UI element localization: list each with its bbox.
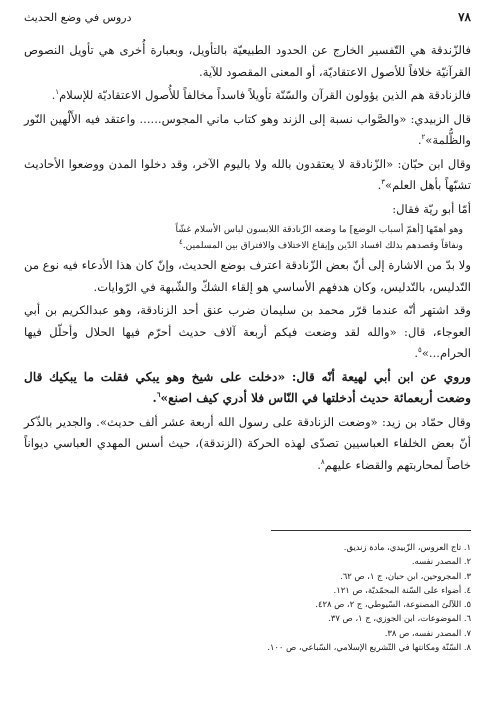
footnotes <box>144 540 471 654</box>
page-number: ٧٨ <box>458 10 471 24</box>
paragraph: قال الزبيدي: «والصَّواب نسبة إلى الزند وهو كتاب ماني المجوس...... واعتقد فيه الأَلْهين النّور والظُّلمة»$^٢$. <box>24 111 471 147</box>
footnote-ref: ٥ <box>418 346 422 355</box>
quote-line: وهو أهمّها [أهمّ أسباب الوضع] ما وضعه الزّنادقة اللابسون لباس الأسلام غشّاً <box>175 224 463 235</box>
paragraph: وقال ابن حبّان: «الزّنادقة لا يعتقدون بالله ولا باليوم الآخر، وقد دخلوا المدن ووضعوا الأحاديث تشبّهاً بأهل العلم»$^٣$. <box>24 156 471 192</box>
paragraph: وروي عن ابن أبي لهيعة أنّه قال: «دخلت على شيخ وهو يبكي فقلت ما يبكيك قال وضعت أربعمائة حديث أدخلتها في النّاس فلا أدري كيف اصنع»$^٦$. <box>24 369 471 405</box>
paragraph: أمّا أبو ريّة فقال: <box>392 201 471 216</box>
footnote-ref: ٨ <box>320 457 325 466</box>
document-page <box>24 0 471 702</box>
footnote: ٥. اللآلئ المصنوعة، السّيوطي، ج ٢، ص ٤٢٨. <box>315 599 471 610</box>
page-body <box>24 40 471 478</box>
paragraph: فالزّندقة هي التّفسير الخارج عن الحدود الطبيعيّة بالتأويل، وبعبارة أُخرى هي تأويل النصوص القرآنيّة خلافاً للأصول الاعتقاديّة، أو المعنى المقصود للآية. <box>24 43 471 79</box>
paragraph: وقد اشتهر أنّه عندما قرّر محمد بن سليمان ضرب عنق أحد الزنادقة، وهو عبدالكريم بن أبي العوجاء، قال: «والله لقد وضعت فيكم أربعة آلاف حديث أحرّم فيها الحلال وأحلّل فيها الحرام...»$^٥$. <box>24 303 471 360</box>
page-header <box>24 8 471 26</box>
footnote: ١. تاج العروس، الزّبيدي، مادة زنديق. <box>343 542 471 552</box>
footnote: ٧. المصدر نفسه، ص ٣٨. <box>384 627 471 638</box>
footnote: ٣. المجروحين، ابن حبان، ج ١، ص ٦٢. <box>340 570 471 581</box>
paragraph: ولا بدّ من الاشارة إلى أنّ بعض الزّنادقة اعترف بوضع الحديث، وإنّ كان هذا الأدعاء فيه نوع من التّدليس، بالتّدليس، وكان هدفهم الأساسي هو إلقاء الشكّ والشّبهة في الرّوايات. <box>24 258 471 294</box>
running-title: دروس في وضع الحديث <box>24 10 132 24</box>
footnote-separator <box>271 530 471 531</box>
paragraph: وقال حمّاد بن زيد: «وضعت الزنادقة على رسول الله أربعة عشر ألف حديث». والجدير بالذّكر أنّ بعض الخلفاء العباسيين تصدّى لهذه الحركة (الزندقة)، حيث أسس المهدي العباسي ديواناً خاصاً لمحاربتهم والقضاء عليهم$^٨$. <box>24 414 471 472</box>
quote-line: ونفاقاً وقصدهم بذلك افساد الدّين وإيقاع الاختلاف والافتراق بين المسلمين.$^٤$ <box>178 237 463 251</box>
footnote-ref: ٢ <box>421 133 426 142</box>
footnote-ref: ٦ <box>156 389 161 399</box>
block-quote <box>42 222 463 253</box>
footnote-ref: ١ <box>55 88 60 97</box>
footnote: ٤. أضواء على السّنة المحمّديّة، ص ١٢١. <box>333 584 471 595</box>
paragraph: فالزنادقة هم الذين يؤولون القرآن والسّنّة تأويلاً فاسداً مخالفاً للأُصول الاعتقاديّة للإسلام$^١$. <box>51 88 471 102</box>
footnote-ref: ٤ <box>178 237 183 246</box>
footnote: ٢. المصدر نفسه. <box>411 556 471 567</box>
footnote-ref: ٣ <box>381 178 386 187</box>
footnote: ٨. السّنّة ومكانتها في التّشريع الإسلامي، السّباعي، ص ١٠٠. <box>267 642 471 653</box>
footnote: ٦. الموضوعات، ابن الجوزي، ج ١، ص ٣٧. <box>328 613 471 624</box>
